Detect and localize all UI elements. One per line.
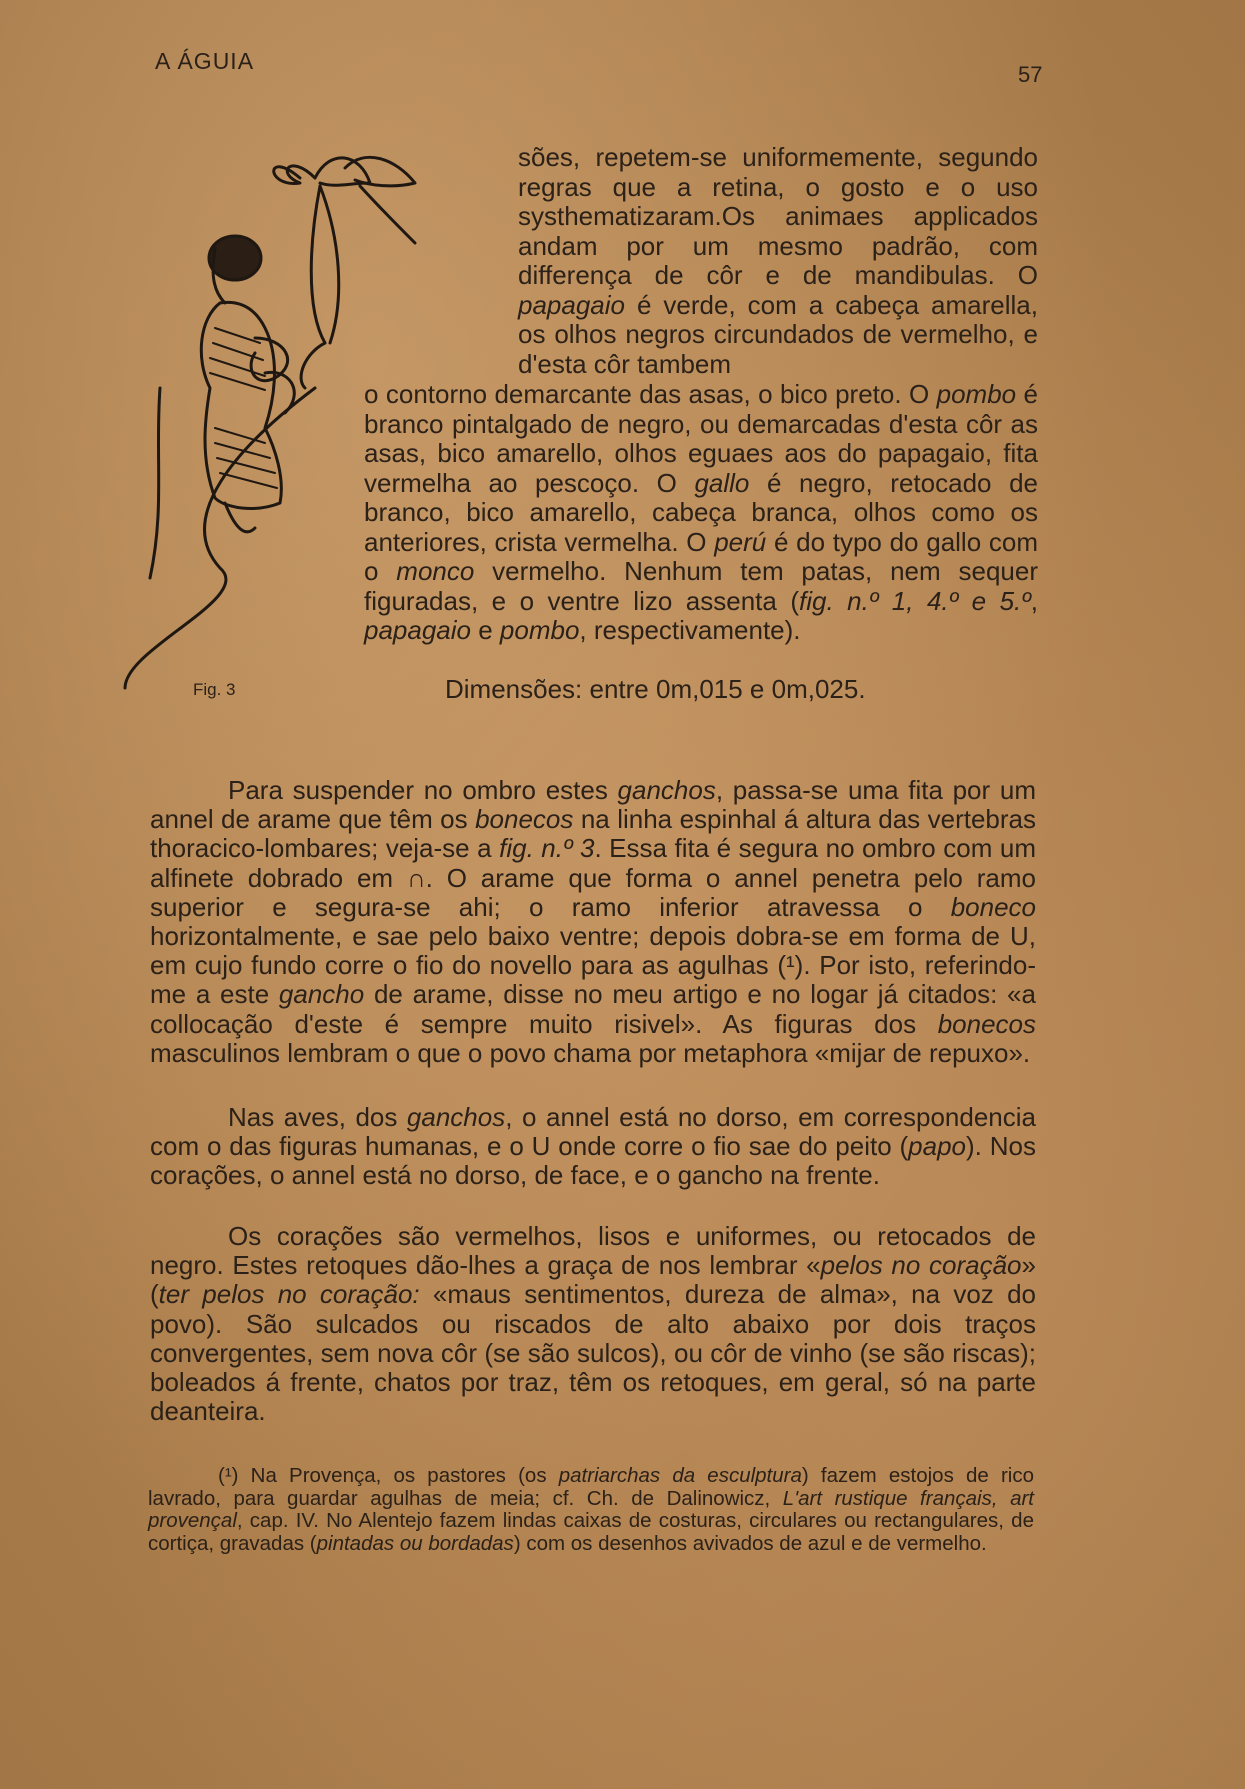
italic-run: boneco — [950, 891, 1036, 922]
italic-run: patriarchas da esculptura — [558, 1464, 802, 1487]
text-run: (¹) Na Provença, os pastores (os — [218, 1464, 559, 1487]
italic-run: gancho — [278, 979, 365, 1010]
text-run: é negro, retocado de branco, bico amarello, cabeça branca, olhos como os anteriores, crista vermelha. O — [364, 467, 1038, 557]
text-run: masculinos lembram o que o povo chama por metaphora «mijar de repuxo». — [150, 1037, 1031, 1068]
text-run: ) fazem estojos de rico lavrado, para guardar agulhas de meia; cf. Ch. de Dalinowicz, — [148, 1464, 1034, 1510]
footnote — [148, 1465, 1034, 1555]
italic-run: fig. n.º 3 — [499, 833, 595, 864]
text-run: sões, repetem-se uniformemente, segundo regras que a retina, o gosto e o uso systhematizaram. — [518, 142, 1038, 231]
text-run: é branco pintalgado de negro, ou demarcadas d'esta côr as asas, bico amarello, olhos eguaes aos do papagaio, fita vermelha ao pescoço. O — [364, 379, 1039, 498]
text-run: horizontalmente, e sae pelo baixo ventre; depois dobra-se em forma de U, em cujo fundo corre o fio do novello para as agulhas (¹). Por isto, referindo-me a este — [150, 921, 1036, 1010]
page-number: 57 — [1018, 62, 1043, 87]
italic-run: fig. n.º 1, 4.º e 5.º — [798, 585, 1031, 616]
italic-run: pelos no coração — [820, 1250, 1022, 1281]
italic-run: ganchos — [617, 775, 716, 805]
figure-caption: Fig. 3 — [193, 680, 236, 699]
text-run: Para suspender no ombro estes — [228, 775, 618, 805]
text-run: o contorno demarcante das asas, o bico preto. O — [364, 379, 937, 409]
text-run: é do typo do gallo com o — [364, 526, 1038, 586]
italic-run: perú — [714, 526, 767, 557]
text-run: . Essa fita é segura no ombro com um alfinete dobrado em ∩. O arame que forma o annel penetra pelo ramo superior e segura-se ahi; o ramo inferior atravessa o — [150, 833, 1037, 922]
text-run: «maus sentimentos, dureza de alma», na voz do povo). São sulcados ou riscados de alto abaixo por dois traços convergentes, sem nova côr (se são sulcos), ou côr de vinho (se são riscas); boleados á frente, chatos por traz, têm os retoques, em geral, só na parte deanteira. — [150, 1279, 1036, 1427]
text-run: Os corações são vermelhos, lisos e uniformes, ou retocados de negro. Estes retoques dão-lhes a graça de nos lembrar « — [150, 1221, 1036, 1281]
italic-run: papo — [908, 1131, 967, 1162]
text-run: de arame, disse no meu artigo e no logar já citados: «a collocação d'este é sempre muito risivel». As figuras dos — [150, 979, 1036, 1039]
text-run: , passa-se uma fita por um annel de arame que têm os — [150, 775, 1036, 835]
italic-run: gallo — [694, 467, 750, 498]
italic-run: monco — [396, 556, 475, 586]
text-run: Os animaes applicados andam por um mesmo padrão, com differença de côr e de mandibulas. O — [518, 201, 1038, 290]
text-run: , respectivamente). — [579, 615, 801, 645]
dimensions-line: Dimensões: entre 0m,015 e 0m,025. — [445, 674, 866, 704]
italic-run: ganchos — [406, 1102, 506, 1132]
text-run: , o annel está no dorso, em correspondencia com o das figuras humanas, e o U onde corre o fio sae do peito ( — [150, 1102, 1036, 1162]
italic-run: papagaio — [364, 615, 471, 645]
text-run: , — [1030, 585, 1038, 616]
italic-run: bonecos — [475, 804, 574, 835]
text-run: ). Nos corações, o annel está no dorso, de face, e o gancho na frente. — [150, 1131, 1036, 1191]
italic-run: pombo — [499, 615, 580, 645]
text-run: é verde, com a cabeça amarella, os olhos negros circundados de vermelho, e d'esta côr tambem — [518, 289, 1038, 379]
italic-run: bonecos — [937, 1008, 1036, 1039]
italic-run: pombo — [936, 379, 1017, 409]
text-run: na linha espinhal á altura das vertebras thoracico-lombares; veja-se a — [150, 804, 1036, 864]
italic-run: L'art rustique français, art provençal — [148, 1486, 1034, 1532]
text-run: vermelho. Nenhum tem patas, nem sequer figuradas, e o ventre lizo assenta ( — [364, 556, 1038, 616]
upper-paragraph-right — [518, 143, 1038, 379]
text-run: » ( — [150, 1250, 1036, 1310]
upper-paragraph-wide — [364, 380, 1038, 646]
text-run: , cap. IV. No Alentejo fazem lindas caixas de costuras, circulares ou rectangulares, de cortiça, gravadas ( — [148, 1509, 1034, 1555]
paragraph-aves — [150, 1103, 1036, 1191]
paragraph-ganchos — [150, 776, 1036, 1068]
running-title: A ÁGUIA — [155, 48, 255, 74]
italic-run: pintadas ou bordadas — [316, 1531, 514, 1555]
paragraph-coracoes — [150, 1222, 1036, 1426]
text-run: e — [471, 615, 500, 645]
text-run: ) com os desenhos avivados de azul e de vermelho. — [513, 1531, 987, 1555]
italic-run: ter pelos no coração: — [158, 1279, 420, 1310]
text-run: Nas aves, dos — [228, 1102, 407, 1132]
italic-run: papagaio — [518, 289, 625, 320]
